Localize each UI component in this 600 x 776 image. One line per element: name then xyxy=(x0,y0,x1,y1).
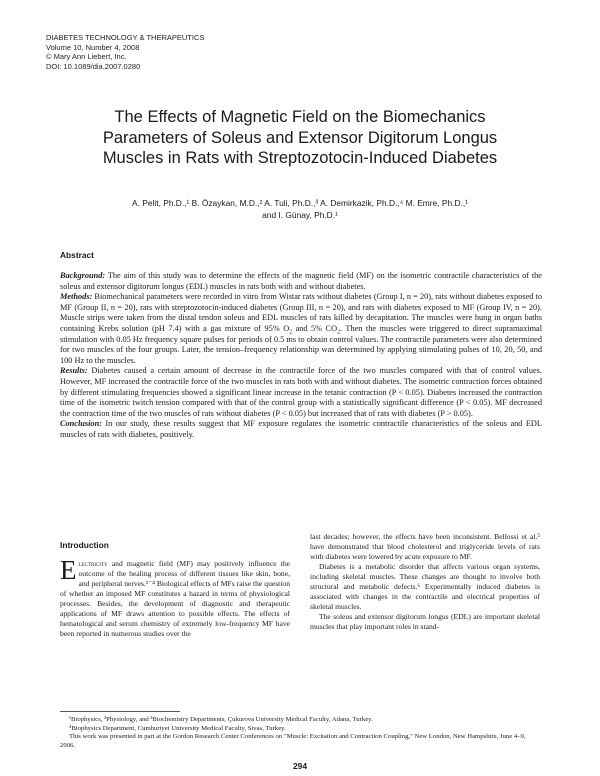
authors-line-2: and I. Günay, Ph.D.¹ xyxy=(262,210,338,220)
background-label: Background: xyxy=(60,271,106,280)
conclusion-text: In our study, these results suggest that MF exposure regulates the isometric contractile characteristics of the soleus and EDL muscles of rats with diabetes, positively. xyxy=(60,419,542,439)
journal-copyright: © Mary Ann Liebert, Inc. xyxy=(46,52,127,61)
authors-line-1: A. Pelit, Ph.D.,¹ B. Özaykan, M.D.,² A. Tuli, Ph.D.,³ A. Demirkazik, Ph.D.,⁴ M. Emre, Ph.D.,¹ xyxy=(132,198,468,208)
abstract-background xyxy=(60,271,542,292)
journal-volume: Volume 10, Number 4, 2008 xyxy=(46,42,140,52)
intro-column-left xyxy=(60,555,290,639)
title-line-3: Muscles in Rats with Streptozotocin-Induced Diabetes xyxy=(102,149,498,167)
intro-column-right xyxy=(310,532,540,632)
smallcaps-word: lectricity xyxy=(78,559,108,568)
abstract-results xyxy=(60,366,542,419)
intro-paragraph-2: Diabetes is a metabolic disorder that affects various organ systems, including skeletal muscles. These changes are thought to involve both structural and metabolic defects.⁶ Experimentally induced diabetes is associated with changes in the contractile and electrical properties of skeletal muscles. xyxy=(310,561,540,611)
abstract-body xyxy=(60,271,542,441)
footnote-2: ⁴Biophysics Department, Cumhuriyet University Medical Faculty, Sivas, Turkey. xyxy=(69,724,286,732)
title-line-1: The Effects of Magnetic Field on the Biomechanics xyxy=(114,108,486,126)
abstract-methods xyxy=(60,292,542,366)
author-list xyxy=(60,197,540,221)
journal-header xyxy=(46,33,204,71)
intro-paragraph-1-cont: last decades; however, the effects have been inconsistent. Bellossi et al.⁵ have demonstrated that blood cholesterol and triglyceride levels of rats with diabetes were lowered by acute exposure to MF. xyxy=(310,532,540,561)
footnote-divider xyxy=(60,711,180,712)
methods-text-2: and 5% CO xyxy=(292,323,338,333)
footnote-1: ¹Biophysics, ²Physiology, and ³Biochemistry Departments, Çukurova University Medical Faculty, Adana, Turkey. xyxy=(69,716,373,723)
methods-sub-1: 2 xyxy=(289,329,293,336)
dropcap-letter: E xyxy=(60,555,77,585)
page-number: 294 xyxy=(293,761,307,771)
conclusion-label: Conclusion: xyxy=(60,419,102,429)
methods-text-1: Biomechanical parameters were recorded in vitro from Wistar rats without diabetes (Group I, n = 20), rats without diabetes exposed to MF (Group II, n = 20), rats with streptozotocin-induced diabetes (Group III, n = 20), and rats with diabetes exposed to MF (Group IV, n = 20). Muscle strips were taken from the distal tendon soleus and EDL muscles of rats killed by decapitation. The muscles were hung in organ baths containing Krebs solution (pH 7.4) with a gas mixture of 95% O xyxy=(60,292,542,333)
results-text: Diabetes caused a certain amount of decrease in the contractile force of the two muscles compared with that of control values. However, MF increased the contractile force of the two muscles in rats both with and without diabetes. The isometric contraction forces obtained by different stimulating frequencies showed a significant linear increase in the tetanic contraction (P < 0.05). Diabetes increased the contraction time of the isometric twitch tension compared with that of the control group with a statistically significant difference (P < 0.05). MF decreased the contraction time of the two muscles of rats without diabetes (P < 0.05) but increased that of rats with diabetes (P > 0.05). xyxy=(60,366,542,418)
methods-label: Methods: xyxy=(60,292,93,302)
article-title xyxy=(60,107,540,169)
footnotes xyxy=(60,716,542,750)
introduction-heading: Introduction xyxy=(60,540,109,550)
methods-sub-2: 2 xyxy=(337,329,340,336)
results-label: Results: xyxy=(60,366,88,376)
background-text: The aim of this study was to determine the effects of the magnetic field (MF) on the isometric contractile characteristics of the soleus and extensor digitorum longus (EDL) muscles in rats both with and without diabetes. xyxy=(60,271,542,291)
journal-name: DIABETES TECHNOLOGY & THERAPEUTICS xyxy=(46,33,205,42)
intro-p1-text: and magnetic field (MF) may positively influence the outcome of the healing process of different tissues like skin, bone, and peripheral nerves.¹⁻⁴ Biological effects of MFs raise the question of whether an imposed MF constitutes a hazard in terms of physiological processes. Besides, the development of diagnostic and therapeutic applications of MF draws attention to possible effects. The effects of hematological and serum chemistry of extremely low-frequency MF have been reported in numerous studies over the xyxy=(60,559,290,638)
abstract-heading: Abstract xyxy=(60,250,94,260)
intro-paragraph-3: The soleus and extensor digitorum longus (EDL) are important skeletal muscles that play important roles in stand- xyxy=(310,611,540,631)
title-line-2: Parameters of Soleus and Extensor Digitorum Longus xyxy=(102,128,498,147)
methods-text-3: . Then the muscles were triggered to direct supramaximal stimulation with 0.05 Hz frequency square pulses for periods of 0.5 ms to obtain control values. The contractile parameters were also determined for two muscles of the four groups. Later, the tension–frequency relationship was determined by applying stimulating pulses of 10, 20, 50, and 100 Hz to the muscles. xyxy=(60,323,543,365)
journal-doi: DOI: 10.1089/dia.2007.0280 xyxy=(46,61,141,71)
footnote-3: This work was presented in part at the Gordon Research Center Conferences on "Muscle: Excitation and Contraction Coupling," New London, New Hampshire, June 4–9, 2006. xyxy=(60,733,526,749)
intro-paragraph-1 xyxy=(60,555,290,639)
abstract-conclusion xyxy=(60,419,542,440)
